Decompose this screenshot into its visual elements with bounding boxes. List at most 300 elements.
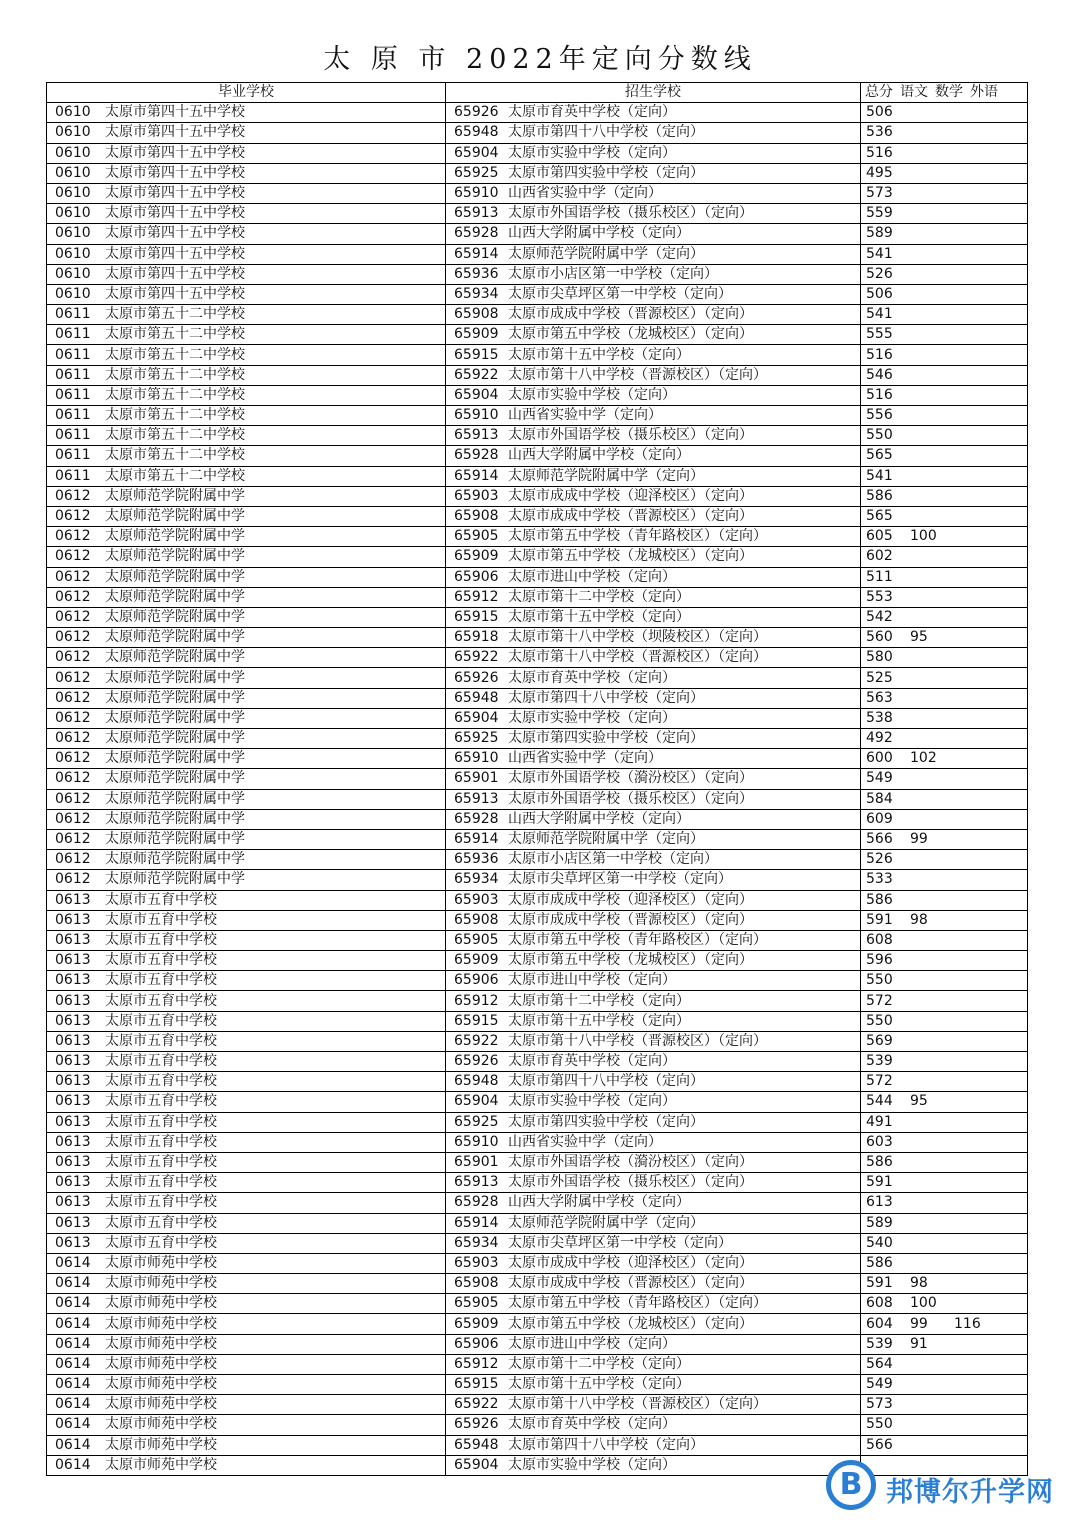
graduating-school-code: 0611 [55, 346, 91, 363]
graduating-school-cell [47, 688, 446, 708]
total-score: 572 [866, 1073, 893, 1090]
scores-cell [861, 143, 1028, 163]
graduating-school-code: 0612 [55, 568, 91, 585]
graduating-school-code: 0614 [55, 1436, 91, 1453]
graduating-school-code: 0610 [55, 144, 91, 161]
enrolling-school-code: 65914 [454, 1214, 499, 1231]
graduating-school-code: 0613 [55, 911, 91, 928]
enrolling-school-code: 65906 [454, 972, 499, 989]
enrolling-school-cell [446, 1152, 861, 1172]
scores-cell [861, 446, 1028, 466]
graduating-school-name: 太原师范学院附属中学 [105, 770, 245, 787]
header-graduating-school: 毕业学校 [47, 83, 446, 103]
scores-cell [861, 1233, 1028, 1253]
enrolling-school-code: 65905 [454, 931, 499, 948]
enrolling-school-code: 65914 [454, 831, 499, 848]
enrolling-school-cell [446, 668, 861, 688]
enrolling-school-code: 65922 [454, 649, 499, 666]
graduating-school-cell [47, 143, 446, 163]
scores-cell [861, 1395, 1028, 1415]
table-row [47, 1152, 1028, 1172]
total-score: 586 [866, 1254, 893, 1271]
enrolling-school-code: 65934 [454, 1234, 499, 1251]
graduating-school-name: 太原市第四十五中学校 [105, 144, 245, 161]
enrolling-school-name: 太原市第四十八中学校（定向） [508, 1073, 704, 1090]
enrolling-school-code: 65934 [454, 285, 499, 302]
enrolling-school-cell [446, 1092, 861, 1112]
chinese-score: 100 [910, 528, 937, 545]
enrolling-school-cell [446, 446, 861, 466]
total-score: 516 [866, 346, 893, 363]
enrolling-school-name: 太原市第十五中学校（定向） [508, 346, 690, 363]
total-score: 600 [866, 750, 893, 767]
math-score: 116 [954, 1315, 981, 1332]
scores-cell [861, 547, 1028, 567]
table-header-row [47, 83, 1028, 103]
graduating-school-code: 0612 [55, 750, 91, 767]
table-row [47, 1253, 1028, 1273]
enrolling-school-cell [446, 264, 861, 284]
scores-cell [861, 103, 1028, 123]
graduating-school-name: 太原市师苑中学校 [105, 1295, 217, 1312]
graduating-school-cell [47, 850, 446, 870]
graduating-school-code: 0611 [55, 366, 91, 383]
enrolling-school-name: 太原市成成中学校（晋源校区）（定向） [508, 508, 753, 525]
enrolling-school-code: 65948 [454, 1436, 499, 1453]
graduating-school-code: 0612 [55, 649, 91, 666]
enrolling-school-name: 太原市第四实验中学校（定向） [508, 164, 704, 181]
enrolling-school-name: 山西大学附属中学校（定向） [508, 225, 690, 242]
graduating-school-cell [47, 284, 446, 304]
graduating-school-code: 0612 [55, 730, 91, 747]
graduating-school-cell [47, 345, 446, 365]
graduating-school-cell [47, 1132, 446, 1152]
enrolling-school-name: 太原市外国语学校（摄乐校区）（定向） [508, 790, 753, 807]
graduating-school-cell [47, 1011, 446, 1031]
enrolling-school-cell [446, 1435, 861, 1455]
enrolling-school-name: 太原市第五中学校（青年路校区）（定向） [508, 931, 767, 948]
graduating-school-cell [47, 1415, 446, 1435]
total-score: 586 [866, 1154, 893, 1171]
enrolling-school-cell [446, 648, 861, 668]
enrolling-school-cell [446, 1233, 861, 1253]
table-row [47, 769, 1028, 789]
total-score: 591 [866, 1275, 893, 1292]
scores-cell [861, 809, 1028, 829]
enrolling-school-code: 65913 [454, 205, 499, 222]
enrolling-school-name: 太原市第十八中学校（晋源校区）（定向） [508, 366, 767, 383]
graduating-school-cell [47, 567, 446, 587]
table-row [47, 809, 1028, 829]
table-row [47, 264, 1028, 284]
graduating-school-name: 太原市五育中学校 [105, 891, 217, 908]
graduating-school-cell [47, 1455, 446, 1475]
enrolling-school-name: 太原市小店区第一中学校（定向） [508, 265, 718, 282]
graduating-school-cell [47, 1072, 446, 1092]
graduating-school-name: 太原市第五十二中学校 [105, 467, 245, 484]
enrolling-school-cell [446, 506, 861, 526]
graduating-school-cell [47, 1395, 446, 1415]
graduating-school-name: 太原市师苑中学校 [105, 1355, 217, 1372]
enrolling-school-name: 太原市第五中学校（龙城校区）（定向） [508, 952, 753, 969]
graduating-school-cell [47, 951, 446, 971]
total-score: 542 [866, 608, 893, 625]
total-score: 553 [866, 588, 893, 605]
enrolling-school-cell [446, 930, 861, 950]
graduating-school-cell [47, 1274, 446, 1294]
enrolling-school-cell [446, 1132, 861, 1152]
enrolling-school-cell [446, 688, 861, 708]
page-title: 太 原 市 2022年定向分数线 [323, 44, 757, 75]
enrolling-school-cell [446, 729, 861, 749]
enrolling-school-name: 太原市成成中学校（迎泽校区）（定向） [508, 891, 753, 908]
graduating-school-code: 0614 [55, 1456, 91, 1473]
total-score: 541 [866, 245, 893, 262]
graduating-school-cell [47, 1233, 446, 1253]
enrolling-school-name: 太原市第五中学校（龙城校区）（定向） [508, 326, 753, 343]
table-row [47, 224, 1028, 244]
enrolling-school-name: 太原市第五中学校（龙城校区）（定向） [508, 548, 753, 565]
graduating-school-name: 太原市五育中学校 [105, 911, 217, 928]
enrolling-school-cell [446, 1375, 861, 1395]
total-score: 550 [866, 1012, 893, 1029]
graduating-school-name: 太原市第四十五中学校 [105, 285, 245, 302]
score-table [46, 82, 1028, 1476]
total-score: 609 [866, 810, 893, 827]
graduating-school-cell [47, 930, 446, 950]
enrolling-school-cell [446, 224, 861, 244]
graduating-school-cell [47, 406, 446, 426]
total-score: 603 [866, 1133, 893, 1150]
enrolling-school-code: 65914 [454, 467, 499, 484]
table-row [47, 406, 1028, 426]
enrolling-school-cell [446, 183, 861, 203]
graduating-school-name: 太原市五育中学校 [105, 1194, 217, 1211]
scores-cell [861, 668, 1028, 688]
chinese-score: 102 [910, 750, 937, 767]
total-score: 546 [866, 366, 893, 383]
total-score: 491 [866, 1113, 893, 1130]
scores-cell [861, 1173, 1028, 1193]
total-score: 613 [866, 1194, 893, 1211]
enrolling-school-code: 65910 [454, 185, 499, 202]
scores-cell [861, 224, 1028, 244]
graduating-school-code: 0610 [55, 265, 91, 282]
enrolling-school-name: 太原市实验中学校（定向） [508, 386, 676, 403]
graduating-school-cell [47, 103, 446, 123]
total-score: 560 [866, 629, 893, 646]
chinese-score: 99 [910, 831, 928, 848]
graduating-school-cell [47, 224, 446, 244]
table-row [47, 1011, 1028, 1031]
total-score: 566 [866, 1436, 893, 1453]
graduating-school-code: 0612 [55, 770, 91, 787]
enrolling-school-cell [446, 426, 861, 446]
graduating-school-name: 太原市五育中学校 [105, 1093, 217, 1110]
graduating-school-code: 0611 [55, 467, 91, 484]
graduating-school-cell [47, 1031, 446, 1051]
graduating-school-code: 0612 [55, 810, 91, 827]
enrolling-school-name: 太原市实验中学校（定向） [508, 709, 676, 726]
graduating-school-name: 太原市第五十二中学校 [105, 447, 245, 464]
scores-cell [861, 345, 1028, 365]
enrolling-school-cell [446, 527, 861, 547]
scores-cell [861, 1375, 1028, 1395]
table-row [47, 749, 1028, 769]
graduating-school-code: 0612 [55, 689, 91, 706]
table-row [47, 587, 1028, 607]
scores-cell [861, 870, 1028, 890]
table-row [47, 890, 1028, 910]
enrolling-school-code: 65928 [454, 447, 499, 464]
graduating-school-name: 太原师范学院附属中学 [105, 709, 245, 726]
graduating-school-cell [47, 809, 446, 829]
enrolling-school-name: 太原市实验中学校（定向） [508, 144, 676, 161]
graduating-school-code: 0613 [55, 1234, 91, 1251]
total-score: 541 [866, 306, 893, 323]
enrolling-school-cell [446, 204, 861, 224]
total-score: 556 [866, 407, 893, 424]
enrolling-school-cell [446, 708, 861, 728]
graduating-school-cell [47, 305, 446, 325]
table-row [47, 1072, 1028, 1092]
table-row [47, 1274, 1028, 1294]
table-row [47, 385, 1028, 405]
total-score: 555 [866, 326, 893, 343]
enrolling-school-code: 65915 [454, 1376, 499, 1393]
graduating-school-name: 太原师范学院附属中学 [105, 588, 245, 605]
graduating-school-name: 太原市第四十五中学校 [105, 245, 245, 262]
graduating-school-cell [47, 446, 446, 466]
scores-cell [861, 789, 1028, 809]
enrolling-school-cell [446, 385, 861, 405]
graduating-school-name: 太原市师苑中学校 [105, 1315, 217, 1332]
graduating-school-cell [47, 426, 446, 446]
enrolling-school-cell [446, 607, 861, 627]
enrolling-school-name: 太原市第十二中学校（定向） [508, 1355, 690, 1372]
table-row [47, 971, 1028, 991]
total-score: 569 [866, 1032, 893, 1049]
total-score: 526 [866, 265, 893, 282]
enrolling-school-code: 65926 [454, 669, 499, 686]
graduating-school-name: 太原市五育中学校 [105, 1073, 217, 1090]
table-row [47, 103, 1028, 123]
table-row [47, 1294, 1028, 1314]
scores-cell [861, 123, 1028, 143]
enrolling-school-code: 65915 [454, 608, 499, 625]
scores-cell [861, 930, 1028, 950]
total-score: 525 [866, 669, 893, 686]
enrolling-school-name: 太原市外国语学校（漪汾校区）（定向） [508, 770, 753, 787]
graduating-school-cell [47, 1253, 446, 1273]
graduating-school-code: 0612 [55, 608, 91, 625]
table-row [47, 1031, 1028, 1051]
enrolling-school-name: 太原市第四十八中学校（定向） [508, 689, 704, 706]
graduating-school-name: 太原市第四十五中学校 [105, 164, 245, 181]
enrolling-school-name: 太原师范学院附属中学（定向） [508, 245, 704, 262]
total-score: 565 [866, 508, 893, 525]
scores-cell [861, 1274, 1028, 1294]
graduating-school-code: 0612 [55, 669, 91, 686]
enrolling-school-name: 山西大学附属中学校（定向） [508, 810, 690, 827]
graduating-school-code: 0613 [55, 1214, 91, 1231]
enrolling-school-cell [446, 1031, 861, 1051]
graduating-school-code: 0612 [55, 790, 91, 807]
enrolling-school-code: 65926 [454, 1416, 499, 1433]
graduating-school-name: 太原市五育中学校 [105, 1214, 217, 1231]
enrolling-school-name: 太原市外国语学校（摄乐校区）（定向） [508, 1174, 753, 1191]
enrolling-school-code: 65904 [454, 709, 499, 726]
total-score: 550 [866, 972, 893, 989]
graduating-school-code: 0610 [55, 205, 91, 222]
enrolling-school-name: 太原市第五中学校（青年路校区）（定向） [508, 1295, 767, 1312]
brand-logo-icon: B [826, 1460, 876, 1510]
graduating-school-cell [47, 1052, 446, 1072]
scores-cell [861, 749, 1028, 769]
enrolling-school-code: 65909 [454, 548, 499, 565]
scores-cell [861, 1132, 1028, 1152]
scores-cell [861, 506, 1028, 526]
enrolling-school-cell [446, 1253, 861, 1273]
total-score: 492 [866, 730, 893, 747]
graduating-school-code: 0613 [55, 1053, 91, 1070]
enrolling-school-code: 65948 [454, 124, 499, 141]
enrolling-school-cell [446, 850, 861, 870]
total-score: 565 [866, 447, 893, 464]
table-row [47, 1354, 1028, 1374]
graduating-school-cell [47, 1193, 446, 1213]
enrolling-school-code: 65909 [454, 952, 499, 969]
graduating-school-name: 太原市第四十五中学校 [105, 225, 245, 242]
enrolling-school-name: 太原市进山中学校（定向） [508, 1335, 676, 1352]
graduating-school-code: 0612 [55, 831, 91, 848]
enrolling-school-cell [446, 1112, 861, 1132]
enrolling-school-name: 太原师范学院附属中学（定向） [508, 831, 704, 848]
graduating-school-name: 太原市五育中学校 [105, 1133, 217, 1150]
enrolling-school-code: 65904 [454, 1093, 499, 1110]
graduating-school-name: 太原市五育中学校 [105, 1012, 217, 1029]
graduating-school-name: 太原市师苑中学校 [105, 1335, 217, 1352]
scores-cell [861, 406, 1028, 426]
graduating-school-cell [47, 789, 446, 809]
graduating-school-cell [47, 486, 446, 506]
total-score: 605 [866, 528, 893, 545]
graduating-school-cell [47, 547, 446, 567]
scores-cell [861, 1294, 1028, 1314]
table-row [47, 123, 1028, 143]
table-row [47, 648, 1028, 668]
enrolling-school-cell [446, 1354, 861, 1374]
total-score: 539 [866, 1335, 893, 1352]
total-score: 566 [866, 831, 893, 848]
scores-cell [861, 910, 1028, 930]
graduating-school-code: 0613 [55, 992, 91, 1009]
scores-cell [861, 1072, 1028, 1092]
total-score: 549 [866, 1376, 893, 1393]
graduating-school-cell [47, 1173, 446, 1193]
scores-cell [861, 628, 1028, 648]
chinese-score: 91 [910, 1335, 928, 1352]
scores-cell [861, 971, 1028, 991]
enrolling-school-cell [446, 829, 861, 849]
scores-cell [861, 729, 1028, 749]
header-total: 总分 [865, 84, 893, 101]
table-row [47, 325, 1028, 345]
enrolling-school-cell [446, 1334, 861, 1354]
enrolling-school-cell [446, 1455, 861, 1475]
graduating-school-cell [47, 163, 446, 183]
graduating-school-cell [47, 587, 446, 607]
graduating-school-cell [47, 1354, 446, 1374]
table-row [47, 284, 1028, 304]
graduating-school-name: 太原市第四十五中学校 [105, 104, 245, 121]
graduating-school-cell [47, 648, 446, 668]
graduating-school-code: 0614 [55, 1254, 91, 1271]
enrolling-school-code: 65908 [454, 1275, 499, 1292]
graduating-school-code: 0613 [55, 952, 91, 969]
total-score: 516 [866, 144, 893, 161]
enrolling-school-cell [446, 1052, 861, 1072]
table-row [47, 607, 1028, 627]
enrolling-school-code: 65912 [454, 992, 499, 1009]
header-foreign: 外语 [970, 84, 998, 101]
graduating-school-code: 0614 [55, 1416, 91, 1433]
enrolling-school-code: 65905 [454, 1295, 499, 1312]
header-chinese: 语文 [900, 84, 928, 101]
enrolling-school-code: 65905 [454, 528, 499, 545]
total-score: 604 [866, 1315, 893, 1332]
table-row [47, 1314, 1028, 1334]
enrolling-school-cell [446, 1213, 861, 1233]
enrolling-school-name: 太原市第十八中学校（晋源校区）（定向） [508, 1396, 767, 1413]
total-score: 495 [866, 164, 893, 181]
enrolling-school-cell [446, 769, 861, 789]
enrolling-school-code: 65925 [454, 730, 499, 747]
enrolling-school-code: 65936 [454, 851, 499, 868]
total-score: 596 [866, 952, 893, 969]
graduating-school-code: 0612 [55, 487, 91, 504]
graduating-school-name: 太原师范学院附属中学 [105, 851, 245, 868]
enrolling-school-code: 65912 [454, 1355, 499, 1372]
table-row [47, 870, 1028, 890]
table-row [47, 506, 1028, 526]
enrolling-school-name: 太原市第四十八中学校（定向） [508, 124, 704, 141]
scores-cell [861, 385, 1028, 405]
scores-cell [861, 688, 1028, 708]
scores-cell [861, 1031, 1028, 1051]
scores-cell [861, 1011, 1028, 1031]
total-score: 589 [866, 1214, 893, 1231]
graduating-school-cell [47, 668, 446, 688]
header-math: 数学 [935, 84, 963, 101]
total-score: 540 [866, 1234, 893, 1251]
graduating-school-code: 0614 [55, 1396, 91, 1413]
scores-cell [861, 466, 1028, 486]
enrolling-school-name: 太原市尖草坪区第一中学校（定向） [508, 1234, 732, 1251]
graduating-school-cell [47, 1334, 446, 1354]
graduating-school-cell [47, 244, 446, 264]
enrolling-school-name: 太原市外国语学校（漪汾校区）（定向） [508, 1154, 753, 1171]
enrolling-school-code: 65948 [454, 1073, 499, 1090]
graduating-school-name: 太原师范学院附属中学 [105, 689, 245, 706]
table-row [47, 567, 1028, 587]
graduating-school-name: 太原师范学院附属中学 [105, 568, 245, 585]
enrolling-school-cell [446, 163, 861, 183]
enrolling-school-cell [446, 749, 861, 769]
table-row [47, 789, 1028, 809]
enrolling-school-code: 65906 [454, 568, 499, 585]
total-score: 516 [866, 386, 893, 403]
